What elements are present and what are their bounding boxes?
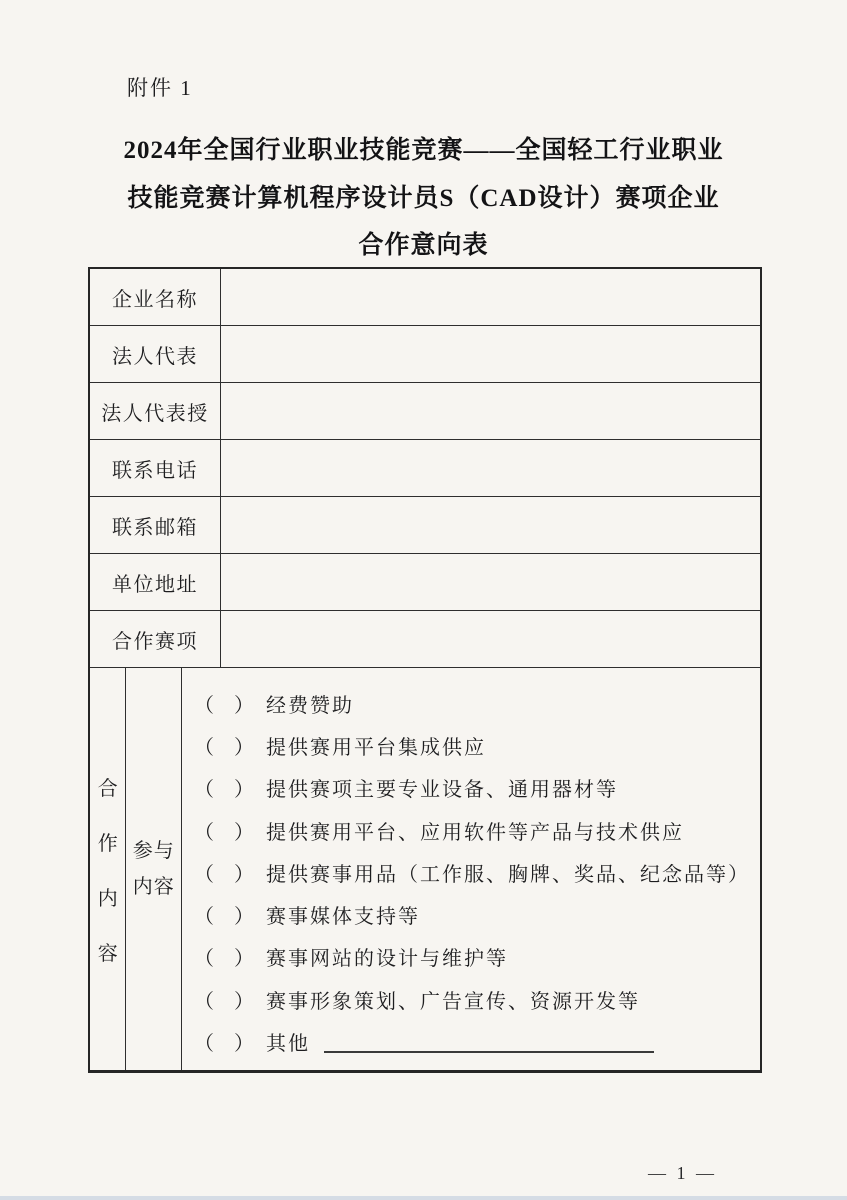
checklist-item-label: 提供赛项主要专业设备、通用器材等	[266, 779, 618, 802]
checklist-item-label: 赛事媒体支持等	[266, 906, 420, 929]
row-value-cell	[221, 383, 760, 439]
checklist-item	[194, 809, 750, 851]
checklist-item	[194, 936, 750, 978]
form-row-cooperation-event	[90, 611, 760, 668]
checklist-item	[194, 978, 750, 1020]
participation-label-line: 参与	[132, 840, 175, 862]
form-row-contact-phone	[90, 440, 760, 497]
vertical-label-char: 容	[97, 943, 118, 965]
form-row-cooperation-content	[90, 668, 760, 1070]
row-value-cell	[221, 611, 760, 667]
participation-content-label	[126, 668, 182, 1070]
checklist	[182, 668, 760, 1070]
checklist-item-label: 提供赛用平台、应用软件等产品与技术供应	[266, 821, 684, 844]
checklist-item-label: 提供赛用平台集成供应	[266, 736, 486, 759]
row-label: 法人代表	[90, 326, 221, 382]
checklist-item-label: 经费赞助	[266, 694, 354, 717]
checkbox-parens: （ ）	[194, 821, 254, 844]
row-value-cell	[221, 440, 760, 496]
document-title-line3: 合作意向表	[358, 232, 489, 259]
checklist-item-label: 提供赛事用品（工作服、胸牌、奖品、纪念品等）	[266, 863, 750, 886]
checkbox-parens: （ ）	[194, 906, 254, 929]
checkbox-parens: （ ）	[194, 863, 254, 886]
document-title-line1: 2024年全国行业职业技能竞赛——全国轻工行业职业	[123, 137, 724, 164]
cooperation-intent-form-table	[88, 267, 762, 1073]
checklist-item-label: 赛事网站的设计与维护等	[266, 948, 508, 971]
form-row-legal-representative-authorization	[90, 383, 760, 440]
row-value-cell	[221, 497, 760, 553]
row-value-cell	[221, 554, 760, 610]
row-label: 单位地址	[90, 554, 221, 610]
form-row-company-name	[90, 269, 760, 326]
vertical-label-char: 内	[97, 888, 118, 910]
checklist-item-other	[194, 1020, 750, 1062]
checkbox-parens: （ ）	[194, 736, 254, 759]
checklist-item	[194, 767, 750, 809]
participation-label-line: 内容	[132, 876, 175, 898]
row-label: 法人代表授	[90, 383, 221, 439]
checklist-item	[194, 724, 750, 766]
checklist-item-label: 其他	[266, 1033, 310, 1056]
checklist-item	[194, 851, 750, 893]
form-row-legal-representative	[90, 326, 760, 383]
checklist-item-label: 赛事形象策划、广告宣传、资源开发等	[266, 990, 640, 1013]
page-number: — 1 —	[648, 1163, 717, 1183]
row-label: 联系邮箱	[90, 497, 221, 553]
cooperation-content-vertical-label	[90, 668, 126, 1070]
attachment-label: 附件 1	[127, 76, 193, 100]
row-label: 合作赛项	[90, 611, 221, 667]
checkbox-parens: （ ）	[194, 779, 254, 802]
row-value-cell	[221, 269, 760, 325]
scanner-edge-artifact	[0, 1196, 847, 1200]
form-row-contact-email	[90, 497, 760, 554]
blank-underline	[324, 1031, 654, 1053]
vertical-label-char: 作	[97, 833, 118, 855]
document-title	[0, 127, 847, 270]
checklist-item	[194, 682, 750, 724]
row-value-cell	[221, 326, 760, 382]
checkbox-parens: （ ）	[194, 948, 254, 971]
row-label: 企业名称	[90, 269, 221, 325]
vertical-label-char: 合	[97, 778, 118, 800]
checkbox-parens: （ ）	[194, 990, 254, 1013]
checkbox-parens: （ ）	[194, 694, 254, 717]
checkbox-parens: （ ）	[194, 1033, 254, 1056]
document-title-line2: 技能竞赛计算机程序设计员S（CAD设计）赛项企业	[127, 184, 720, 212]
checklist-item	[194, 893, 750, 935]
form-row-unit-address	[90, 554, 760, 611]
row-label: 联系电话	[90, 440, 221, 496]
